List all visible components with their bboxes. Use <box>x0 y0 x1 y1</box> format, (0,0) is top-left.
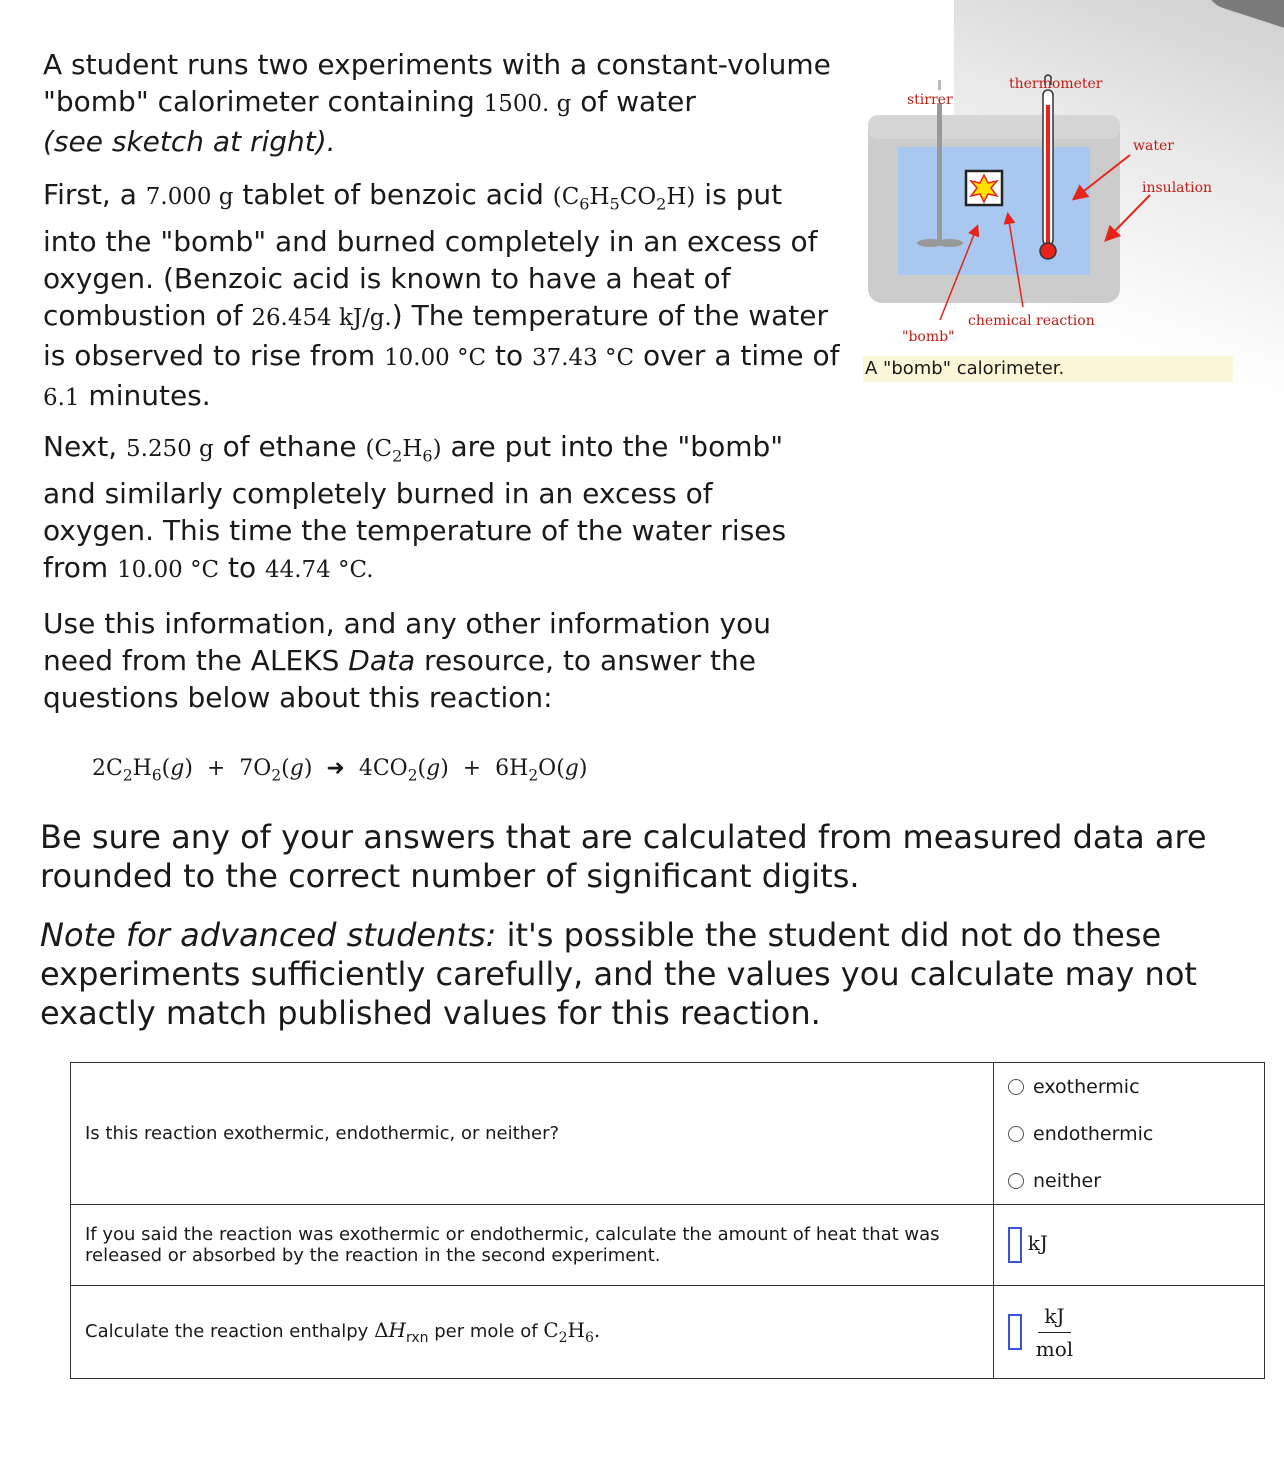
water-label: water <box>1133 138 1174 154</box>
thermometer-label: thermometer <box>1009 76 1103 92</box>
radio-neither[interactable] <box>1008 1173 1024 1189</box>
question-1-answer <box>994 1063 1265 1205</box>
kj-unit: kJ <box>1027 1231 1048 1255</box>
question-row-1 <box>71 1063 1265 1205</box>
radio-exothermic[interactable] <box>1008 1079 1024 1095</box>
option-endothermic[interactable]: endothermic <box>1008 1110 1250 1157</box>
bomb-label: "bomb" <box>902 329 955 345</box>
question-3-text: Calculate the reaction enthalpy $\Delta H_{rxn}$ per mole of $C_2H_6$. <box>71 1286 994 1379</box>
intro-paragraph-4: Use this information, and any other information you need from the ALEKS Data resource, to answer the questions below about this reaction: <box>43 607 771 714</box>
question-1-text: Is this reaction exothermic, endothermic, or neither? <box>71 1063 994 1205</box>
arrow-icon: ➜ <box>326 756 345 781</box>
water-shape <box>898 145 1090 275</box>
enthalpy-answer-input[interactable] <box>1008 1314 1022 1350</box>
heat-answer-input[interactable] <box>1008 1227 1022 1263</box>
insulation-label: insulation <box>1142 180 1213 196</box>
advanced-note: Note for advanced students: it's possible the student did not do these experiments sufficiently carefully, and the values you calculate may not exactly match published values for this reaction. <box>40 916 1197 1032</box>
water-mass: 1500. g <box>483 91 572 117</box>
question-3-answer <box>994 1286 1265 1379</box>
intro-paragraph-1: A student runs two experiments with a constant-volume "bomb" calorimeter containing 1500. g of water (see sketch at right). <box>43 48 831 158</box>
option-neither[interactable]: neither <box>1008 1157 1250 1204</box>
intro-paragraph-3: Next, 5.250 g of ethane $(C_2H_6)$ are put into the "bomb" and similarly completely burned in an excess of oxygen. This time the temperature of the water rises from 10.00 °C to 44.74 °C. <box>43 430 787 584</box>
radio-endothermic[interactable] <box>1008 1126 1024 1142</box>
intro-paragraph-2: First, a 7.000 g tablet of benzoic acid $(C_6H_5CO_2H)$ is put into the "bomb" and burned completely in an excess of oxygen. (Benzoic acid is known to have a heat of combustion of 26.454 kJ/g.) The temperature of the water is observed to rise from 10.00 °C to 37.43 °C over a time of 6.1 minutes. <box>43 178 840 412</box>
ethane-formula: $(C_2H_6)$ <box>365 436 442 466</box>
stirrer-label: stirrer <box>907 92 953 108</box>
stirrer-shape <box>937 103 942 243</box>
question-row-2 <box>71 1205 1265 1286</box>
diagram-caption: A "bomb" calorimeter. <box>863 356 1233 382</box>
question-2-answer <box>994 1205 1265 1286</box>
chemical-reaction-label: chemical reaction <box>968 313 1095 329</box>
data-resource-link[interactable]: Data <box>348 644 416 677</box>
reaction-equation: $2C_2H_6(g) + 7O_2(g)$ ➜ $4CO_2(g) + 6H_2O(g)$ <box>92 756 588 785</box>
option-exothermic[interactable]: exothermic <box>1008 1063 1250 1110</box>
question-row-3 <box>71 1286 1265 1379</box>
calorimeter-diagram <box>860 55 1240 385</box>
benzoic-formula: $(C_6H_5CO_2H)$ <box>552 184 696 214</box>
kj-per-mol-unit: $\frac{kJ}{\text{mol}}$ <box>1035 1303 1074 1361</box>
question-table <box>70 1062 1265 1379</box>
sigfig-note: Be sure any of your answers that are calculated from measured data are rounded to the correct number of significant digits. <box>40 818 1207 895</box>
question-2-text: If you said the reaction was exothermic or endothermic, calculate the amount of heat that was released or absorbed by the reaction in the second experiment. <box>71 1205 994 1286</box>
